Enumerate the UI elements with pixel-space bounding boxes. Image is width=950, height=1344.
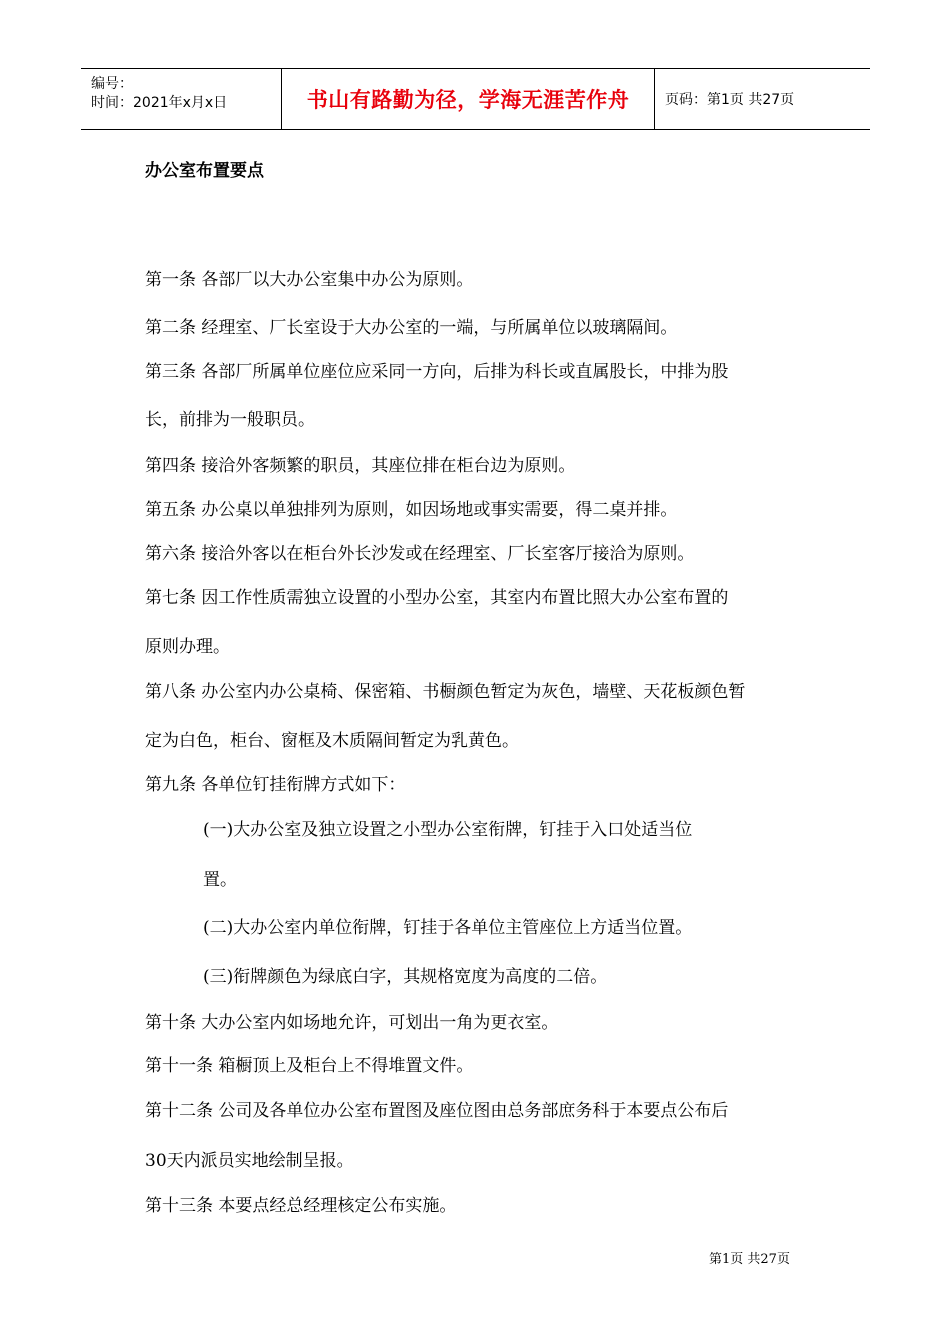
article-9-item-3: (三)衔牌颜色为绿底白字，其规格宽度为高度的二倍。 <box>203 967 608 987</box>
article-7: 第七条 因工作性质需独立设置的小型办公室，其室内布置比照大办公室布置的 <box>145 588 729 608</box>
article-3: 第三条 各部厂所属单位座位应采同一方向，后排为科长或直属股长，中排为股 <box>145 362 729 382</box>
article-11: 第十一条 箱橱顶上及柜台上不得堆置文件。 <box>145 1056 474 1076</box>
article-1: 第一条 各部厂以大办公室集中办公为原则。 <box>145 270 474 290</box>
header-page-info: 页码：第1页 共27页 <box>665 92 795 108</box>
article-6: 第六条 接洽外客以在柜台外长沙发或在经理室、厂长室客厅接洽为原则。 <box>145 544 695 564</box>
number-label: 编号： <box>91 76 133 92</box>
article-13: 第十三条 本要点经总经理核定公布实施。 <box>145 1196 457 1216</box>
document-header <box>81 68 870 130</box>
article-9-item-1-cont: 置。 <box>203 870 237 890</box>
article-12: 第十二条 公司及各单位办公室布置图及座位图由总务部庶务科于本要点公布后 <box>145 1101 729 1121</box>
article-9: 第九条 各单位钉挂衔牌方式如下： <box>145 775 406 795</box>
article-5: 第五条 办公桌以单独排列为原则，如因场地或事实需要，得二桌并排。 <box>145 500 678 520</box>
article-12-cont: 30天内派员实地绘制呈报。 <box>145 1151 354 1171</box>
document-title: 办公室布置要点 <box>145 161 264 181</box>
article-8: 第八条 办公室内办公桌椅、保密箱、书橱颜色暂定为灰色，墙壁、天花板颜色暂 <box>145 682 746 702</box>
article-2: 第二条 经理室、厂长室设于大办公室的一端，与所属单位以玻璃隔间。 <box>145 318 678 338</box>
header-meta-cell <box>81 69 282 129</box>
article-9-item-1: (一)大办公室及独立设置之小型办公室衔牌，钉挂于入口处适当位 <box>203 820 693 840</box>
article-4: 第四条 接洽外客频繁的职员，其座位排在柜台边为原则。 <box>145 456 576 476</box>
page-footer: 第1页 共27页 <box>709 1252 790 1267</box>
header-motto: 书山有路勤为径，学海无涯苦作舟 <box>282 69 655 129</box>
time-label: 时间：2021年x月x日 <box>91 95 228 111</box>
article-9-item-2: (二)大办公室内单位衔牌，钉挂于各单位主管座位上方适当位置。 <box>203 918 693 938</box>
article-8-cont: 定为白色，柜台、窗框及木质隔间暂定为乳黄色。 <box>145 731 519 751</box>
article-7-cont: 原则办理。 <box>145 637 230 657</box>
article-10: 第十条 大办公室内如场地允许，可划出一角为更衣室。 <box>145 1013 559 1033</box>
article-3-cont: 长，前排为一般职员。 <box>145 410 315 430</box>
